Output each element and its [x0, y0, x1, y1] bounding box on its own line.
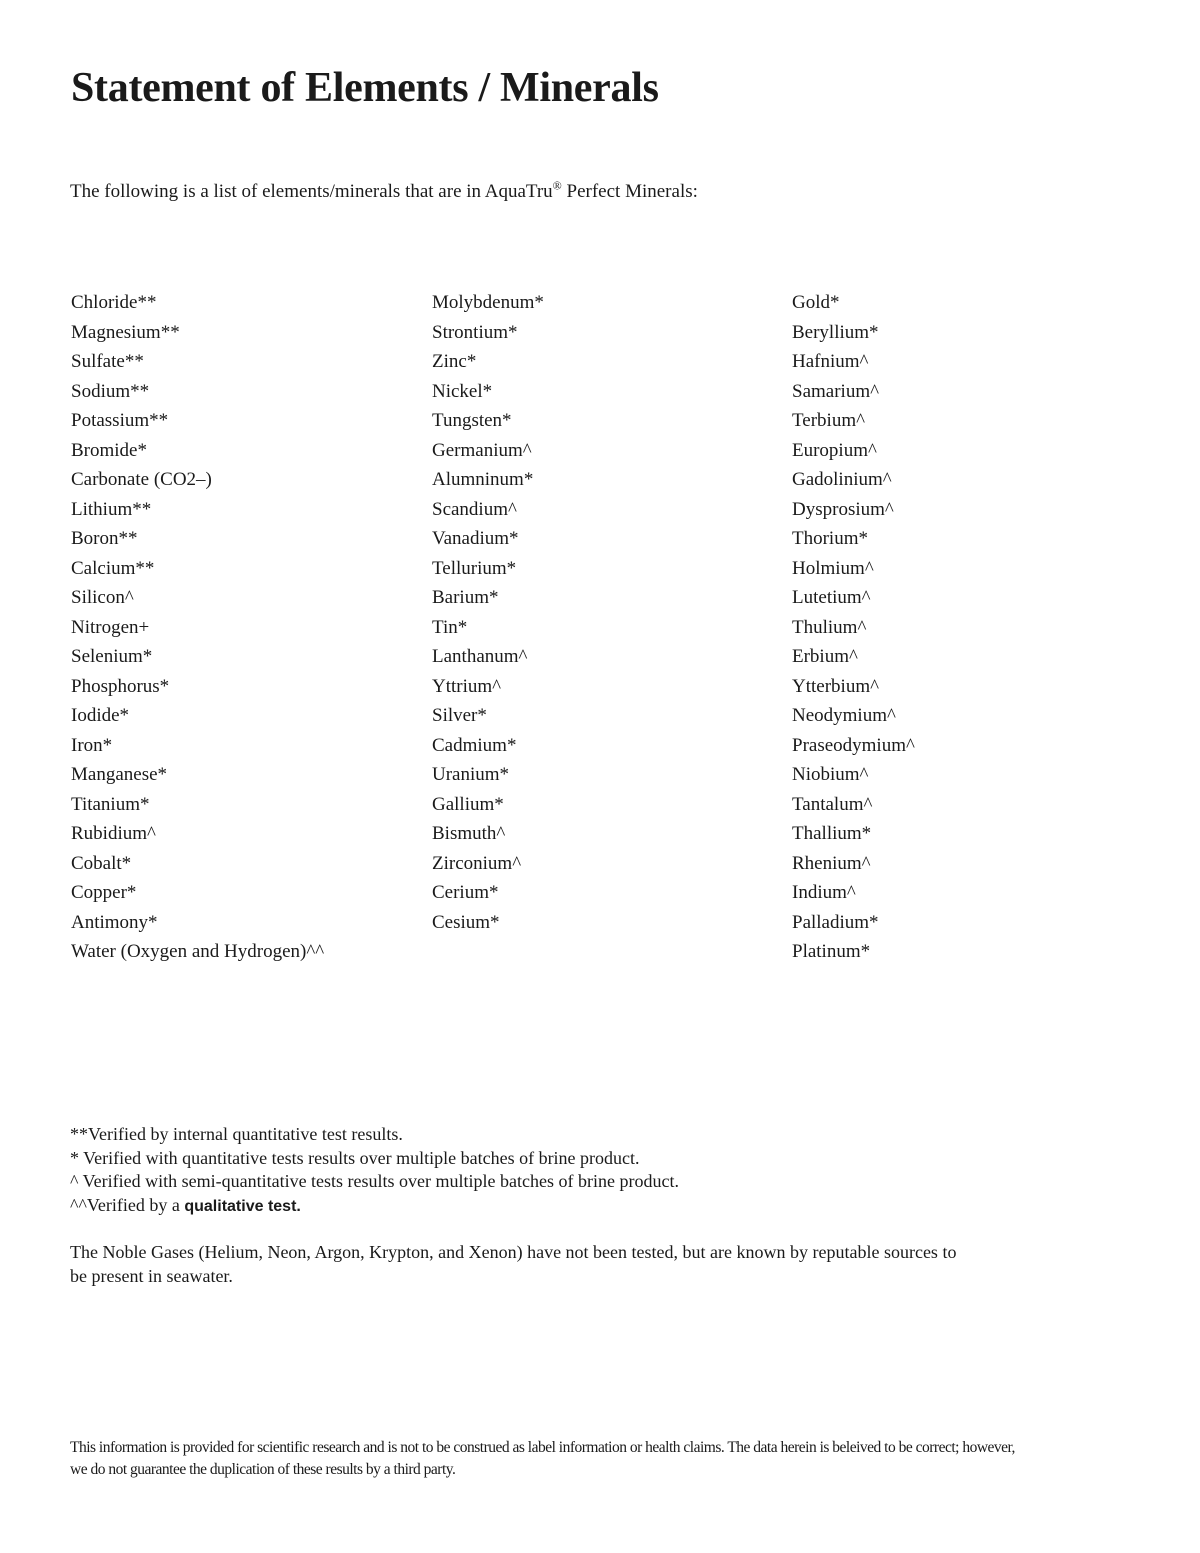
- element-item: Rhenium^: [792, 852, 871, 874]
- element-item: Thulium^: [792, 616, 867, 638]
- element-item: Cadmium*: [432, 734, 517, 756]
- element-item: Gold*: [792, 292, 840, 313]
- element-item: Nickel*: [432, 380, 493, 402]
- element-item: Ytterbium^: [792, 675, 880, 697]
- element-item: Dysprosium^: [792, 498, 894, 520]
- element-item: Potassium**: [71, 410, 169, 431]
- element-item: Chloride**: [71, 292, 157, 313]
- element-item: Gallium*: [432, 793, 504, 815]
- element-item: Thorium*: [792, 528, 868, 549]
- element-item: Germanium^: [432, 439, 532, 461]
- element-item: Silicon^: [71, 587, 134, 608]
- element-item: Indium^: [792, 882, 856, 903]
- element-item: Holmium^: [792, 557, 874, 579]
- element-item: Bismuth^: [432, 823, 506, 844]
- element-item: Neodymium^: [792, 705, 896, 726]
- element-item: Calcium**: [71, 557, 155, 579]
- registered-mark: ®: [552, 178, 562, 193]
- element-item: Thallium*: [792, 823, 872, 844]
- element-item: Yttrium^: [432, 675, 502, 697]
- element-item: Lutetium^: [792, 587, 871, 608]
- element-item: Titanium*: [71, 793, 150, 815]
- element-item: Sodium**: [71, 380, 150, 402]
- element-item: Barium*: [432, 587, 499, 608]
- disclaimer: This information is provided for scientific research and is not to be construed as label information or health claims. The data herein is beleived to be correct; however, we do not guarantee the duplication of these results by a third party.: [70, 1439, 1015, 1478]
- element-item: Palladium*: [792, 911, 879, 933]
- element-item: Erbium^: [792, 646, 858, 667]
- element-item: Tellurium*: [432, 557, 517, 579]
- element-item: Tungsten*: [432, 410, 512, 431]
- element-item: Sulfate**: [71, 351, 144, 372]
- element-item: Gadolinium^: [792, 469, 892, 490]
- element-item: Bromide*: [71, 439, 147, 461]
- verification-legend: [70, 1123, 679, 1217]
- element-item: Samarium^: [792, 380, 880, 402]
- element-item: Praseodymium^: [792, 734, 915, 756]
- element-item: Rubidium^: [71, 823, 156, 844]
- element-item: Europium^: [792, 439, 877, 461]
- element-item: Magnesium**: [71, 321, 180, 343]
- element-item: Platinum*: [792, 941, 871, 962]
- element-item: Hafnium^: [792, 351, 869, 372]
- intro-text: [70, 178, 698, 206]
- element-item: Strontium*: [432, 321, 518, 343]
- element-item: Scandium^: [432, 498, 517, 520]
- element-item: Water (Oxygen and Hydrogen)^^: [71, 941, 325, 962]
- element-item: Cesium*: [432, 911, 500, 933]
- element-item: Cerium*: [432, 882, 499, 903]
- element-item: Iron*: [71, 734, 113, 756]
- element-item: Uranium*: [432, 764, 510, 785]
- element-item: Nitrogen+: [71, 616, 150, 638]
- element-item: Selenium*: [71, 646, 153, 667]
- element-item: Vanadium*: [432, 528, 519, 549]
- legend-double-caret-prefix: ^^Verified by a: [70, 1194, 180, 1215]
- element-item: Lithium**: [71, 498, 152, 520]
- element-item: Manganese*: [71, 764, 168, 785]
- element-item: Terbium^: [792, 410, 866, 431]
- element-item: Alumninum*: [432, 469, 534, 490]
- element-column-1: [71, 288, 324, 967]
- element-item: Phosphorus*: [71, 675, 170, 697]
- intro-text-main: The following is a list of elements/minerals that are in AquaTru: [70, 181, 553, 202]
- element-item: Tin*: [432, 616, 468, 638]
- element-item: Boron**: [71, 528, 138, 549]
- element-item: Carbonate (CO2–): [71, 469, 212, 490]
- element-item: Antimony*: [71, 911, 158, 933]
- element-item: Zinc*: [432, 351, 477, 372]
- legend-single-star: * Verified with quantitative tests results over multiple batches of brine product.: [70, 1147, 640, 1168]
- element-item: Niobium^: [792, 764, 869, 785]
- element-item: Copper*: [71, 882, 137, 903]
- element-item: Cobalt*: [71, 852, 132, 874]
- element-column-3: [792, 288, 915, 967]
- element-item: Molybdenum*: [432, 292, 544, 313]
- element-item: Beryllium*: [792, 321, 879, 343]
- element-item: Zirconium^: [432, 852, 522, 874]
- element-item: Tantalum^: [792, 793, 873, 815]
- legend-double-caret: [70, 1194, 679, 1218]
- element-item: Iodide*: [71, 705, 130, 726]
- page-title: Statement of Elements / Minerals: [71, 65, 659, 111]
- noble-gases-note: The Noble Gases (Helium, Neon, Argon, Krypton, and Xenon) have not been tested, but are known by reputable sources to be present in seawater.: [70, 1242, 957, 1286]
- legend-double-caret-bold: qualitative test.: [184, 1197, 301, 1215]
- element-item: Silver*: [432, 705, 487, 726]
- element-item: Lanthanum^: [432, 646, 528, 667]
- element-column-2: [432, 288, 544, 937]
- legend-caret: ^ Verified with semi-quantitative tests results over multiple batches of brine product.: [70, 1171, 679, 1191]
- legend-double-star: **Verified by internal quantitative test results.: [70, 1124, 403, 1144]
- intro-text-end: Perfect Minerals:: [561, 181, 698, 202]
